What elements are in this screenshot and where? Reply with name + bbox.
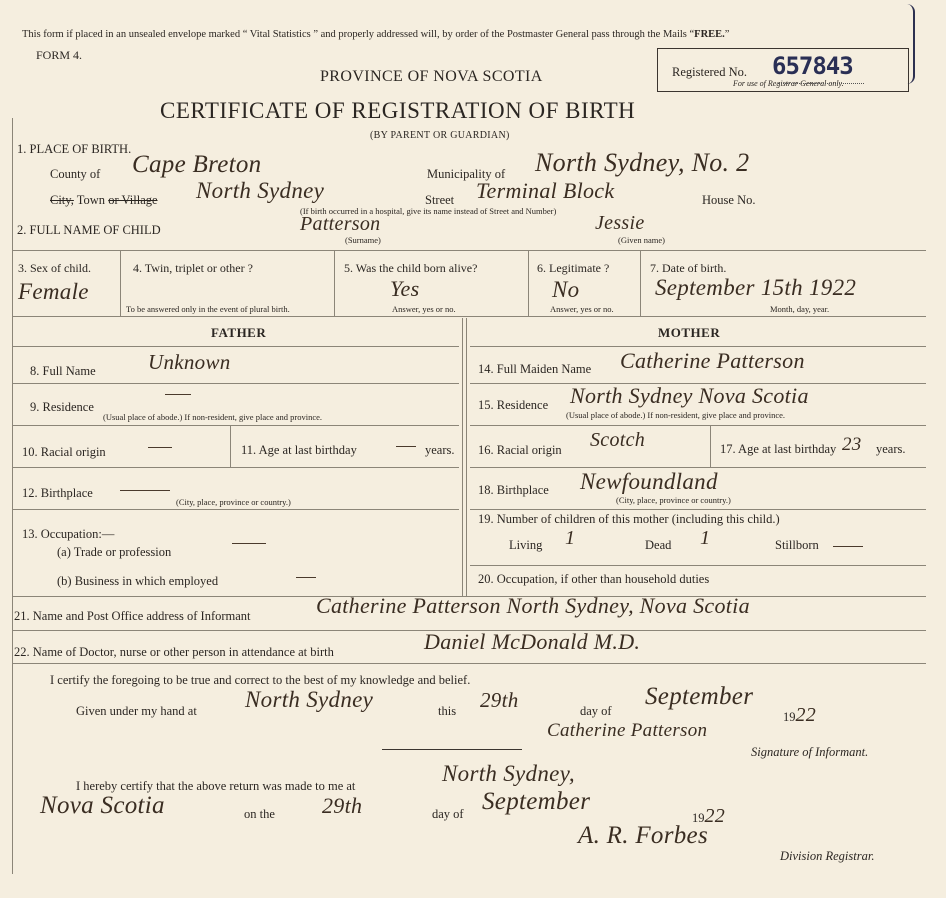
mother-racial-value: Scotch: [590, 429, 646, 451]
on-the-label: on the: [244, 807, 275, 821]
father-heading: FATHER: [211, 325, 267, 340]
father-racial-dash: [148, 447, 172, 448]
occupation-label: 13. Occupation:—: [22, 527, 115, 541]
given-under-label: Given under my hand at: [76, 704, 197, 718]
given-year-prefix: 19: [783, 710, 796, 724]
business-label: (b) Business in which employed: [57, 574, 219, 588]
notice-prefix: This form if placed in an unsealed envelope marked “ Vital Statistics ” and properly addressed will, by order of the Postmaster General pass through the Mails “: [22, 29, 695, 40]
father-residence-dash: [165, 394, 191, 395]
stillborn-label: Stillborn: [775, 538, 819, 552]
short-rule: [382, 749, 522, 750]
mother-residence-note: (Usual place of abode.) If non-resident, give place and province.: [566, 410, 786, 420]
alive-note: Answer, yes or no.: [392, 304, 456, 314]
given-place-value: North Sydney: [245, 687, 374, 712]
alive-value: Yes: [390, 276, 420, 301]
given-year-suffix: 22: [795, 704, 817, 726]
parent-divider-2: [466, 318, 467, 596]
town-value: North Sydney: [196, 178, 325, 203]
sex-label: 3. Sex of child.: [18, 261, 91, 275]
informant-value: Catherine Patterson North Sydney, Nova Scotia: [316, 593, 750, 618]
twin-note: To be answered only in the event of plural birth.: [126, 304, 290, 314]
mother-residence-label: 15. Residence: [478, 398, 549, 412]
registrar-statement: I hereby certify that the above return was made to me at: [76, 779, 356, 793]
place-of-birth-label: 1. PLACE OF BIRTH.: [17, 142, 132, 156]
informant-signature: Catherine Patterson: [547, 720, 708, 741]
registered-underline: [778, 83, 864, 84]
doctor-label: 22. Name of Doctor, nurse or other person in attendance at birth: [14, 645, 334, 659]
child-given-value: Jessie: [595, 212, 645, 234]
mother-age-value: 23: [842, 434, 862, 455]
father-birthplace-dash: [120, 490, 170, 491]
notice-suffix: ”: [724, 29, 730, 40]
father-racial-label: 10. Racial origin: [22, 445, 106, 459]
street-value: Terminal Block: [476, 178, 615, 203]
county-label: County of: [50, 167, 101, 181]
mother-birthplace-value: Newfoundland: [580, 469, 718, 494]
sex-value: Female: [18, 279, 89, 304]
father-name-value: Unknown: [148, 350, 231, 374]
father-age-dash: [396, 446, 416, 447]
child-surname-value: Patterson: [300, 213, 381, 235]
dead-label: Dead: [645, 538, 672, 552]
mother-birthplace-label: 18. Birthplace: [478, 483, 549, 497]
mother-racial-label: 16. Racial origin: [478, 443, 562, 457]
province-heading: PROVINCE OF NOVA SCOTIA: [320, 68, 543, 85]
mother-heading: MOTHER: [658, 325, 721, 340]
father-residence-label: 9. Residence: [30, 400, 94, 414]
street-label: Street: [425, 193, 455, 207]
informant-label: 21. Name and Post Office address of Informant: [14, 609, 251, 623]
row-rule-3-top: [12, 250, 926, 251]
date-of-birth-value: September 15th 1922: [655, 275, 857, 300]
city-town-village-label: [50, 194, 158, 207]
city-label: City,: [50, 193, 74, 207]
hospital-note: (If birth occurred in a hospital, give its name instead of Street and Number): [300, 206, 557, 216]
living-value: 1: [565, 527, 576, 549]
municipality-label: Municipality of: [427, 167, 506, 181]
this-label: this: [438, 704, 457, 718]
mother-name-value: Catherine Patterson: [620, 348, 805, 373]
legit-label: 6. Legitimate ?: [537, 261, 610, 275]
legit-value: No: [552, 277, 580, 302]
certificate-title: CERTIFICATE OF REGISTRATION OF BIRTH: [160, 98, 636, 123]
registered-label: Registered No.: [672, 65, 747, 79]
father-birthplace-label: 12. Birthplace: [22, 486, 93, 500]
notice-free: FREE.: [694, 29, 725, 40]
stillborn-dash: [833, 546, 863, 547]
mailing-notice: [22, 30, 729, 41]
county-value: Cape Breton: [132, 151, 262, 178]
registrar-month-value: September: [482, 788, 591, 815]
dead-value: 1: [700, 527, 711, 549]
registrar-day-of-label: day of: [432, 807, 464, 821]
parent-divider-1: [462, 318, 463, 596]
given-name-note: (Given name): [618, 235, 665, 245]
village-label: or Village: [108, 193, 158, 207]
municipality-value: North Sydney, No. 2: [535, 148, 750, 177]
mother-age-label: 17. Age at last birthday: [720, 442, 837, 456]
left-rule: [12, 118, 13, 874]
date-of-birth-label: 7. Date of birth.: [650, 261, 727, 275]
mother-birthplace-note: (City, place, province or country.): [616, 495, 731, 505]
father-age-years: years.: [425, 443, 455, 457]
registrar-year-suffix: 22: [704, 805, 726, 827]
registrar-signature: A. R. Forbes: [578, 822, 708, 849]
mother-age-years: years.: [876, 442, 906, 456]
house-number-label: House No.: [702, 193, 756, 207]
legit-note: Answer, yes or no.: [550, 304, 614, 314]
certificate-subtitle: (BY PARENT OR GUARDIAN): [370, 130, 510, 141]
trade-label: (a) Trade or profession: [57, 545, 172, 559]
certify-statement: I certify the foregoing to be true and correct to the best of my knowledge and belief.: [50, 673, 471, 687]
ink-bracket: [905, 4, 915, 84]
registrar-year-prefix: 19: [692, 811, 705, 825]
given-day-value: 29th: [480, 688, 519, 712]
informant-signature-caption: Signature of Informant.: [751, 745, 869, 759]
mother-name-label: 14. Full Maiden Name: [478, 362, 592, 376]
trade-dash: [232, 543, 266, 544]
father-birthplace-note: (City, place, province or country.): [176, 497, 291, 507]
form-number: FORM 4.: [36, 48, 83, 62]
mother-occupation-label: 20. Occupation, if other than household duties: [478, 572, 710, 586]
business-dash: [296, 577, 316, 578]
registrar-place-value: North Sydney,: [442, 761, 575, 786]
date-note: Month, day, year.: [770, 304, 830, 314]
children-count-label: 19. Number of children of this mother (including this child.): [478, 512, 780, 526]
father-name-label: 8. Full Name: [30, 364, 96, 378]
twin-label: 4. Twin, triplet or other ?: [133, 261, 253, 275]
given-day-of-label: day of: [580, 704, 612, 718]
living-label: Living: [509, 538, 543, 552]
town-label: Town: [76, 193, 106, 207]
surname-note: (Surname): [345, 235, 381, 245]
registrar-note: For use of Registrar General only.: [733, 79, 844, 88]
registrar-province-value: Nova Scotia: [40, 792, 165, 819]
father-residence-note: (Usual place of abode.) If non-resident, give place and province.: [103, 412, 323, 422]
given-year: [783, 705, 816, 725]
given-month-value: September: [645, 683, 754, 710]
alive-label: 5. Was the child born alive?: [344, 261, 478, 275]
row-rule-3-bottom: [12, 316, 926, 317]
father-age-label: 11. Age at last birthday: [241, 443, 357, 457]
registered-number: 657843: [772, 52, 853, 80]
mother-residence-value: North Sydney Nova Scotia: [570, 383, 809, 408]
registrar-caption: Division Registrar.: [780, 849, 875, 863]
doctor-value: Daniel McDonald M.D.: [424, 629, 641, 654]
registrar-day-value: 29th: [322, 793, 363, 818]
child-name-label: 2. FULL NAME OF CHILD: [17, 223, 161, 237]
